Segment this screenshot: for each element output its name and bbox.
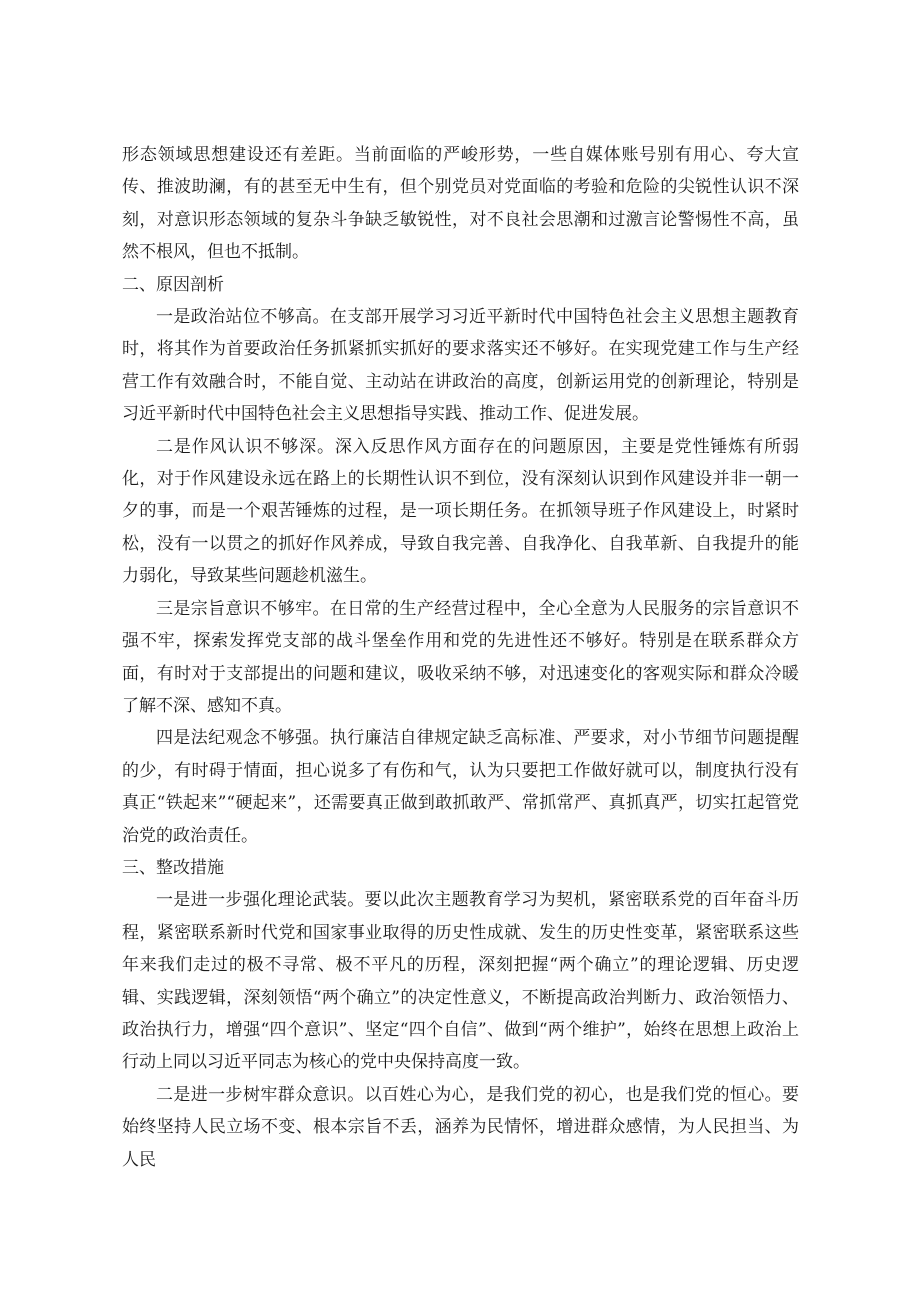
paragraph-work-style: 二是作风认识不够深。深入反思作风方面存在的问题原因，主要是党性锤炼有所弱化，对于作风建设永远在路上的长期性认识不到位，没有深刻认识到作风建设并非一朝一夕的事，而是一个艰苦锤炼的过程，是一项长期任务。在抓领导班子作风建设上，时紧时松，没有一以贯之的抓好作风养成，导致自我完善、自我净化、自我革新、自我提升的能力弱化，导致某些问题趁机滋生。 <box>122 436 799 587</box>
section-heading-rectification-measures: 三、整改措施 <box>122 857 224 878</box>
continuation-paragraph: 形态领域思想建设还有差距。当前面临的严峻形势，一些自媒体账号别有用心、夸大宣传、推波助澜，有的甚至无中生有，但个别党员对党面临的考验和危险的尖锐性认识不深刻，对意识形态领域的复杂斗争缺乏敏锐性，对不良社会思潮和过激言论警惕性不高，虽然不根风，但也不抵制。 <box>122 145 799 263</box>
section-heading-cause-analysis: 二、原因剖析 <box>122 274 224 295</box>
paragraph-political-stance: 一是政治站位不够高。在支部开展学习习近平新时代中国特色社会主义思想主题教育时，将其作为首要政治任务抓紧抓实抓好的要求落实还不够好。在实现党建工作与生产经营工作有效融合时，不能自觉、主动站在讲政治的高度，创新运用党的创新理论，特别是习近平新时代中国特色社会主义思想指导实践、推动工作、促进发展。 <box>122 307 799 425</box>
paragraph-purpose-awareness: 三是宗旨意识不够牢。在日常的生产经营过程中，全心全意为人民服务的宗旨意识不强不牢，探索发挥党支部的战斗堡垒作用和党的先进性还不够好。特别是在联系群众方面，有时对于支部提出的问题和建议，吸收采纳不够，对迅速变化的客观实际和群众冷暖了解不深、感知不真。 <box>122 598 799 716</box>
paragraph-theory-armament: 一是进一步强化理论武装。要以此次主题教育学习为契机，紧密联系党的百年奋斗历程，紧密联系新时代党和国家事业取得的历史性成就、发生的历史性变革，紧密联系这些年来我们走过的极不寻常、极不平凡的历程，深刻把握“两个确立”的理论逻辑、历史逻辑、实践逻辑，深刻领悟“两个确立”的决定性意义，不断提高政治判断力、政治领悟力、政治执行力，增强“四个意识”、坚定“四个自信”、做到“两个维护”，始终在思想上政治上行动上同以习近平同志为核心的党中央保持高度一致。 <box>122 890 799 1073</box>
paragraph-discipline-awareness: 四是法纪观念不够强。执行廉洁自律规定缺乏高标准、严要求，对小节细节问题提醒的少，有时碍于情面，担心说多了有伤和气，认为只要把工作做好就可以，制度执行没有真正“铁起来”“硬起来”，还需要真正做到敢抓敢严、常抓常严、真抓真严，切实扛起管党治党的政治责任。 <box>122 728 799 846</box>
document-body <box>122 139 799 1176</box>
paragraph-mass-awareness: 二是进一步树牢群众意识。以百姓心为心，是我们党的初心，也是我们党的恒心。要始终坚持人民立场不变、根本宗旨不丢，涵养为民情怀，增进群众感情，为人民担当、为人民 <box>122 1084 799 1170</box>
